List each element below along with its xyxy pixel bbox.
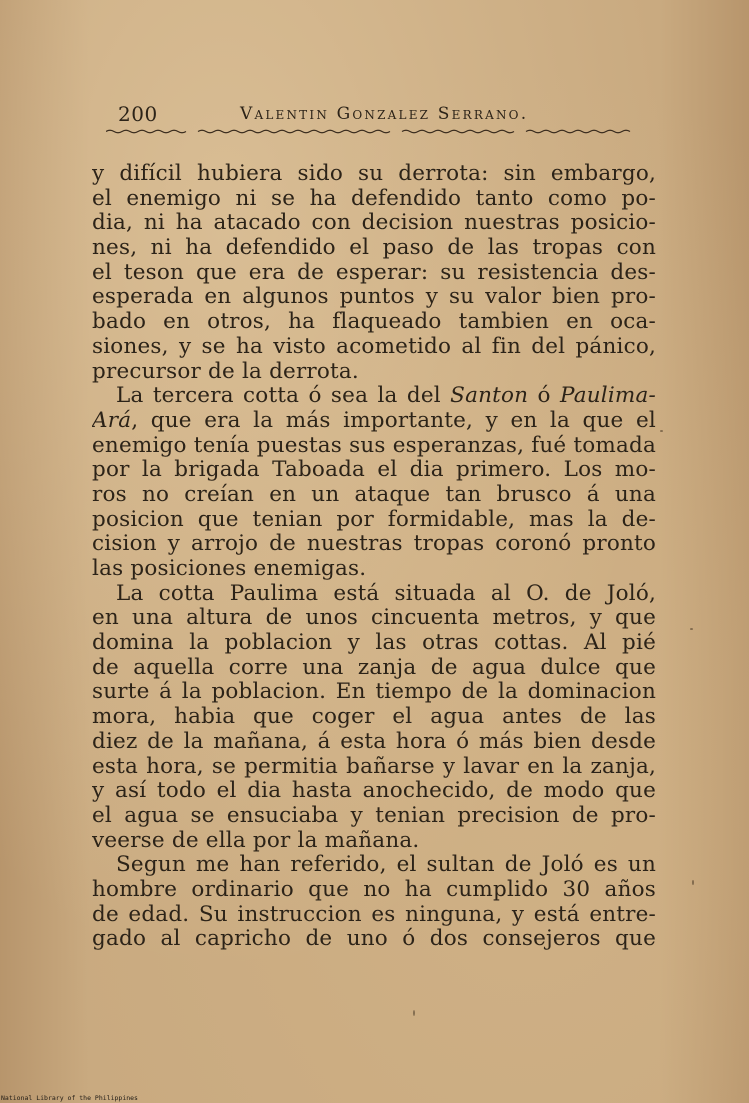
text-line: dia, ni ha atacado con decision nuestras posicio- bbox=[92, 211, 656, 236]
text-line: La cotta Paulima está situada al O. de Joló, bbox=[116, 581, 656, 606]
text-line: siones, y se ha visto acometido al fin del pánico, bbox=[92, 334, 656, 359]
running-head bbox=[118, 100, 638, 130]
text-line: enemigo tenía puestas sus esperanzas, fué tomada bbox=[92, 433, 656, 458]
text-line: y difícil hubiera sido su derrota: sin embargo, bbox=[92, 162, 656, 186]
text-line: de aquella corre una zanja de agua dulce que bbox=[92, 655, 656, 680]
text-line bbox=[92, 384, 656, 409]
text-line: gado al capricho de uno ó dos consejeros que bbox=[92, 927, 656, 952]
text-run: , que era la más importante, y en la que el bbox=[131, 408, 656, 433]
text-line: surte á la poblacion. En tiempo de la dominacion bbox=[92, 680, 656, 705]
text-line: esperada en algunos puntos y su valor bien pro- bbox=[92, 285, 656, 310]
text-line: diez de la mañana, á esta hora ó más bien desde bbox=[92, 729, 656, 754]
text-line: precursor de la derrota. bbox=[92, 359, 359, 384]
text-line: hombre ordinario que no ha cumplido 30 años bbox=[92, 877, 656, 902]
text-line: de edad. Su instruccion es ninguna, y está entre- bbox=[92, 902, 656, 927]
text-line: las posiciones enemigas. bbox=[92, 557, 367, 581]
italic-term: Santon bbox=[450, 384, 529, 409]
text-line: mora, habia que coger el agua antes de las bbox=[92, 705, 656, 730]
paper-speck bbox=[413, 1010, 415, 1016]
text-line: el teson que era de esperar: su resistencia des- bbox=[92, 260, 656, 285]
text-line: y así todo el dia hasta anochecido, de modo que bbox=[92, 779, 656, 804]
text-line: esta hora, se permitia bañarse y lavar en la zanja, bbox=[92, 754, 656, 779]
paper-speck bbox=[660, 430, 663, 432]
text-line: el agua se ensuciaba y tenian precision de pro- bbox=[92, 803, 656, 828]
text-line: ros no creían en un ataque tan brusco á una bbox=[92, 482, 656, 507]
italic-term: Paulima- bbox=[560, 384, 656, 409]
library-credit: National Library of the Philippines bbox=[1, 1094, 138, 1102]
text-run: La tercera cotta ó sea la del bbox=[116, 384, 451, 409]
running-title: Valentin Gonzalez Serrano. bbox=[240, 104, 529, 124]
text-line: el enemigo ni se ha defendido tanto como po- bbox=[92, 186, 656, 211]
text-line bbox=[92, 409, 656, 434]
text-line: veerse de ella por la mañana. bbox=[92, 828, 420, 853]
wavy-rule-graphic bbox=[106, 129, 636, 134]
italic-term: Ará bbox=[92, 408, 132, 433]
text-line: Segun me han referido, el sultan de Joló es un bbox=[116, 853, 656, 878]
text-line: por la brigada Taboada el dia primero. Los mo- bbox=[92, 458, 656, 483]
text-line: en una altura de unos cincuenta metros, y que bbox=[92, 606, 656, 631]
page-number: 200 bbox=[118, 102, 158, 126]
paper-speck bbox=[690, 628, 693, 630]
text-line: bado en otros, ha flaqueado tambien en oca- bbox=[92, 310, 656, 335]
text-line: nes, ni ha defendido el paso de las tropas con bbox=[92, 236, 656, 261]
body-text bbox=[92, 162, 656, 952]
text-line: domina la poblacion y las otras cottas. Al pié bbox=[92, 631, 656, 656]
text-line: posicion que tenian por formidable, mas la de- bbox=[92, 507, 656, 532]
paper-speck bbox=[692, 880, 694, 885]
text-line: cision y arrojo de nuestras tropas coronó pronto bbox=[92, 532, 656, 557]
ornamental-rule bbox=[106, 129, 636, 134]
text-run: ó bbox=[528, 384, 560, 409]
